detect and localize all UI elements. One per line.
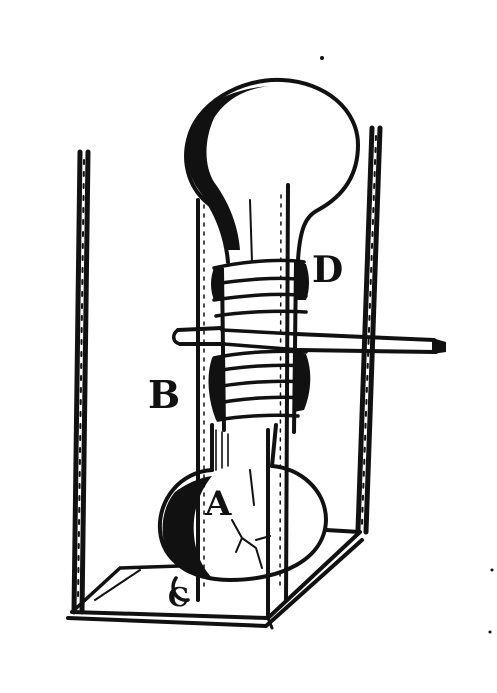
ink-speck [491, 569, 494, 572]
round-flask [160, 425, 326, 600]
label-d: D [312, 249, 344, 291]
label-a: A [205, 484, 232, 524]
label-c: C [168, 583, 189, 613]
ink-speck [489, 631, 492, 634]
cross-bar [174, 328, 446, 354]
ink-speck [320, 56, 324, 60]
receiver-globe [186, 80, 358, 262]
label-b: B [148, 372, 181, 417]
